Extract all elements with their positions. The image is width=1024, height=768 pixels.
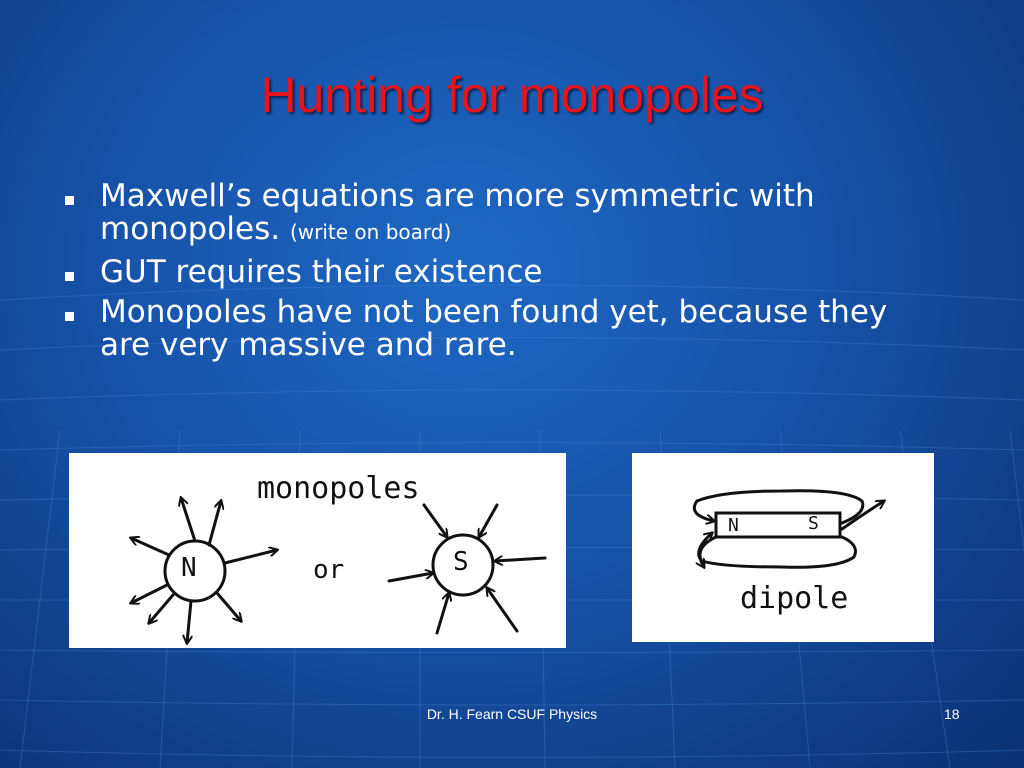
or-label: or (313, 555, 345, 585)
bullet-item (60, 296, 940, 362)
bullet-square-icon (65, 196, 74, 205)
monopoles-sketch (69, 453, 566, 648)
footer-text: Dr. H. Fearn CSUF Physics (426, 706, 598, 722)
bullet-square-icon (65, 272, 74, 281)
dipole-north-label: N (728, 515, 739, 536)
monopoles-label: monopoles (257, 471, 420, 506)
bullet-item (60, 256, 940, 289)
page-number: 18 (944, 706, 960, 722)
dipole-label: dipole (740, 581, 849, 616)
bullet-text: Maxwell’s equations are more symmetric with monopoles. (100, 178, 815, 247)
bullet-square-icon (65, 312, 74, 321)
bullet-list (60, 180, 940, 369)
bullet-text: GUT requires their existence (100, 254, 543, 290)
dipole-south-label: S (808, 513, 819, 534)
slide-title: Hunting for monopoles (260, 67, 764, 123)
dipole-sketch (632, 453, 934, 642)
bullet-item (60, 180, 940, 249)
bullet-text: Monopoles have not been found yet, because they are very massive and rare. (100, 294, 888, 363)
bullet-note: (write on board) (289, 220, 452, 244)
south-pole-label: S (453, 547, 469, 577)
north-pole-label: N (181, 553, 197, 583)
